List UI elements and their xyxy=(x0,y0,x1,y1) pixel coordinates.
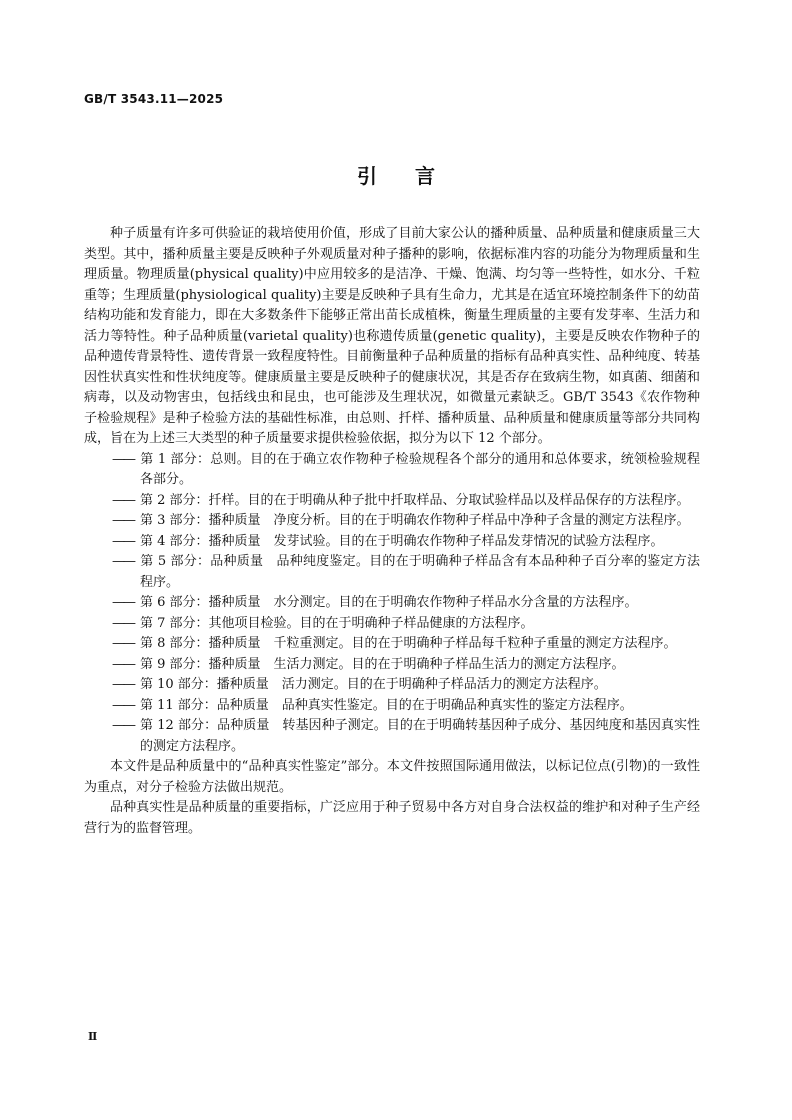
dash-marker: —— xyxy=(112,697,134,713)
part-text: 第 2 部分：扦样。目的在于明确从种子批中扦取样品、分取试验样品以及样品保存的方法程序。 xyxy=(140,492,690,508)
part-text: 第 4 部分：播种质量 发芽试验。目的在于明确农作物种子样品发芽情况的试验方法程序。 xyxy=(140,533,664,549)
dash-marker: —— xyxy=(112,513,134,528)
list-item xyxy=(84,552,700,593)
list-item xyxy=(84,716,700,757)
standard-code: GB/T 3543.11—2025 xyxy=(84,92,224,106)
list-item xyxy=(84,450,700,491)
importance-paragraph: 品种真实性是品种质量的重要指标，广泛应用于种子贸易中各方对自身合法权益的维护和对种子生产经营行为的监督管理。 xyxy=(84,800,700,836)
part-text: 第 10 部分：播种质量 活力测定。目的在于明确种子样品活力的测定方法程序。 xyxy=(140,677,607,692)
part-text: 第 3 部分：播种质量 净度分析。目的在于明确农作物种子样品中净种子含量的测定方法程序。 xyxy=(140,513,690,528)
list-item xyxy=(84,532,700,553)
part-text: 第 7 部分：其他项目检验。目的在于明确种子样品健康的方法程序。 xyxy=(140,615,534,631)
list-item xyxy=(84,696,700,717)
parts-list xyxy=(84,450,700,758)
document-body xyxy=(84,224,700,839)
dash-marker: —— xyxy=(112,554,134,569)
dash-marker: —— xyxy=(112,615,134,631)
dash-marker: —— xyxy=(112,677,134,692)
dash-marker: —— xyxy=(112,595,134,610)
part-text: 第 8 部分：播种质量 千粒重测定。目的在于明确种子样品每千粒种子重量的测定方法程序。 xyxy=(140,636,677,651)
list-item xyxy=(84,491,700,512)
dash-marker: —— xyxy=(112,533,134,549)
dash-marker: —— xyxy=(112,636,134,651)
part-text: 第 12 部分：品种质量 转基因种子测定。目的在于明确转基因种子成分、基因纯度和基因真实性的测定方法程序。 xyxy=(140,718,700,754)
list-item xyxy=(84,634,700,655)
list-item xyxy=(84,655,700,676)
dash-marker: —— xyxy=(112,492,134,508)
scope-note-paragraph: 本文件是品种质量中的“品种真实性鉴定”部分。本文件按照国际通用做法，以标记位点(引物)的一致性为重点，对分子检验方法做出规范。 xyxy=(84,759,700,795)
page-number: Ⅱ xyxy=(88,1030,98,1043)
part-text: 第 5 部分：品种质量 品种纯度鉴定。目的在于明确种子样品含有本品种种子百分率的鉴定方法程序。 xyxy=(140,554,700,590)
part-text: 第 11 部分：品种质量 品种真实性鉴定。目的在于明确品种真实性的鉴定方法程序。 xyxy=(140,697,633,713)
list-item xyxy=(84,593,700,614)
list-item xyxy=(84,614,700,635)
page-title: 引言 xyxy=(357,164,473,188)
part-text: 第 6 部分：播种质量 水分测定。目的在于明确农作物种子样品水分含量的方法程序。 xyxy=(140,595,638,610)
part-text: 第 1 部分：总则。目的在于确立农作物种子检验规程各个部分的通用和总体要求，统领检验规程各部分。 xyxy=(140,451,700,487)
dash-marker: —— xyxy=(112,451,134,467)
part-text: 第 9 部分：播种质量 生活力测定。目的在于明确种子样品生活力的测定方法程序。 xyxy=(140,656,625,672)
list-item xyxy=(84,511,700,532)
list-item xyxy=(84,675,700,696)
dash-marker: —— xyxy=(112,656,134,672)
intro-paragraph: 种子质量有许多可供验证的栽培使用价值，形成了目前大家公认的播种质量、品种质量和健康质量三大类型。其中，播种质量主要是反映种子外观质量对种子播种的影响，依据标准内容的功能分为物理质量和生理质量。物理质量(physical quality)中应用较多的是洁净、干燥、饱满、均匀等一些特性，如水分、千粒重等；生理质量(physiological quality)主要是反映种子具有生命力，尤其是在适宜环境控制条件下的幼苗结构功能和发育能力，即在大多数条件下能够正常出苗长成植株，衡量生理质量的主要有发芽率、生活力和活力等特性。种子品种质量(varietal quality)也称遗传质量(genetic quality)，主要是反映农作物种子的品种遗传背景特性、遗传背景一致程度特性。目前衡量种子品种质量的指标有品种真实性、品种纯度、转基因性状真实性和性状纯度等。健康质量主要是反映种子的健康状况，其是否存在致病生物，如真菌、细菌和病毒，以及动物害虫，包括线虫和昆虫，也可能涉及生理状况，如微量元素缺乏。GB/T 3543《农作物种子检验规程》是种子检验方法的基础性标准，由总则、扦样、播种质量、品种质量和健康质量等部分共同构成，旨在为上述三大类型的种子质量要求提供检验依据，拟分为以下 12 个部分。 xyxy=(84,226,700,446)
dash-marker: —— xyxy=(112,718,134,733)
